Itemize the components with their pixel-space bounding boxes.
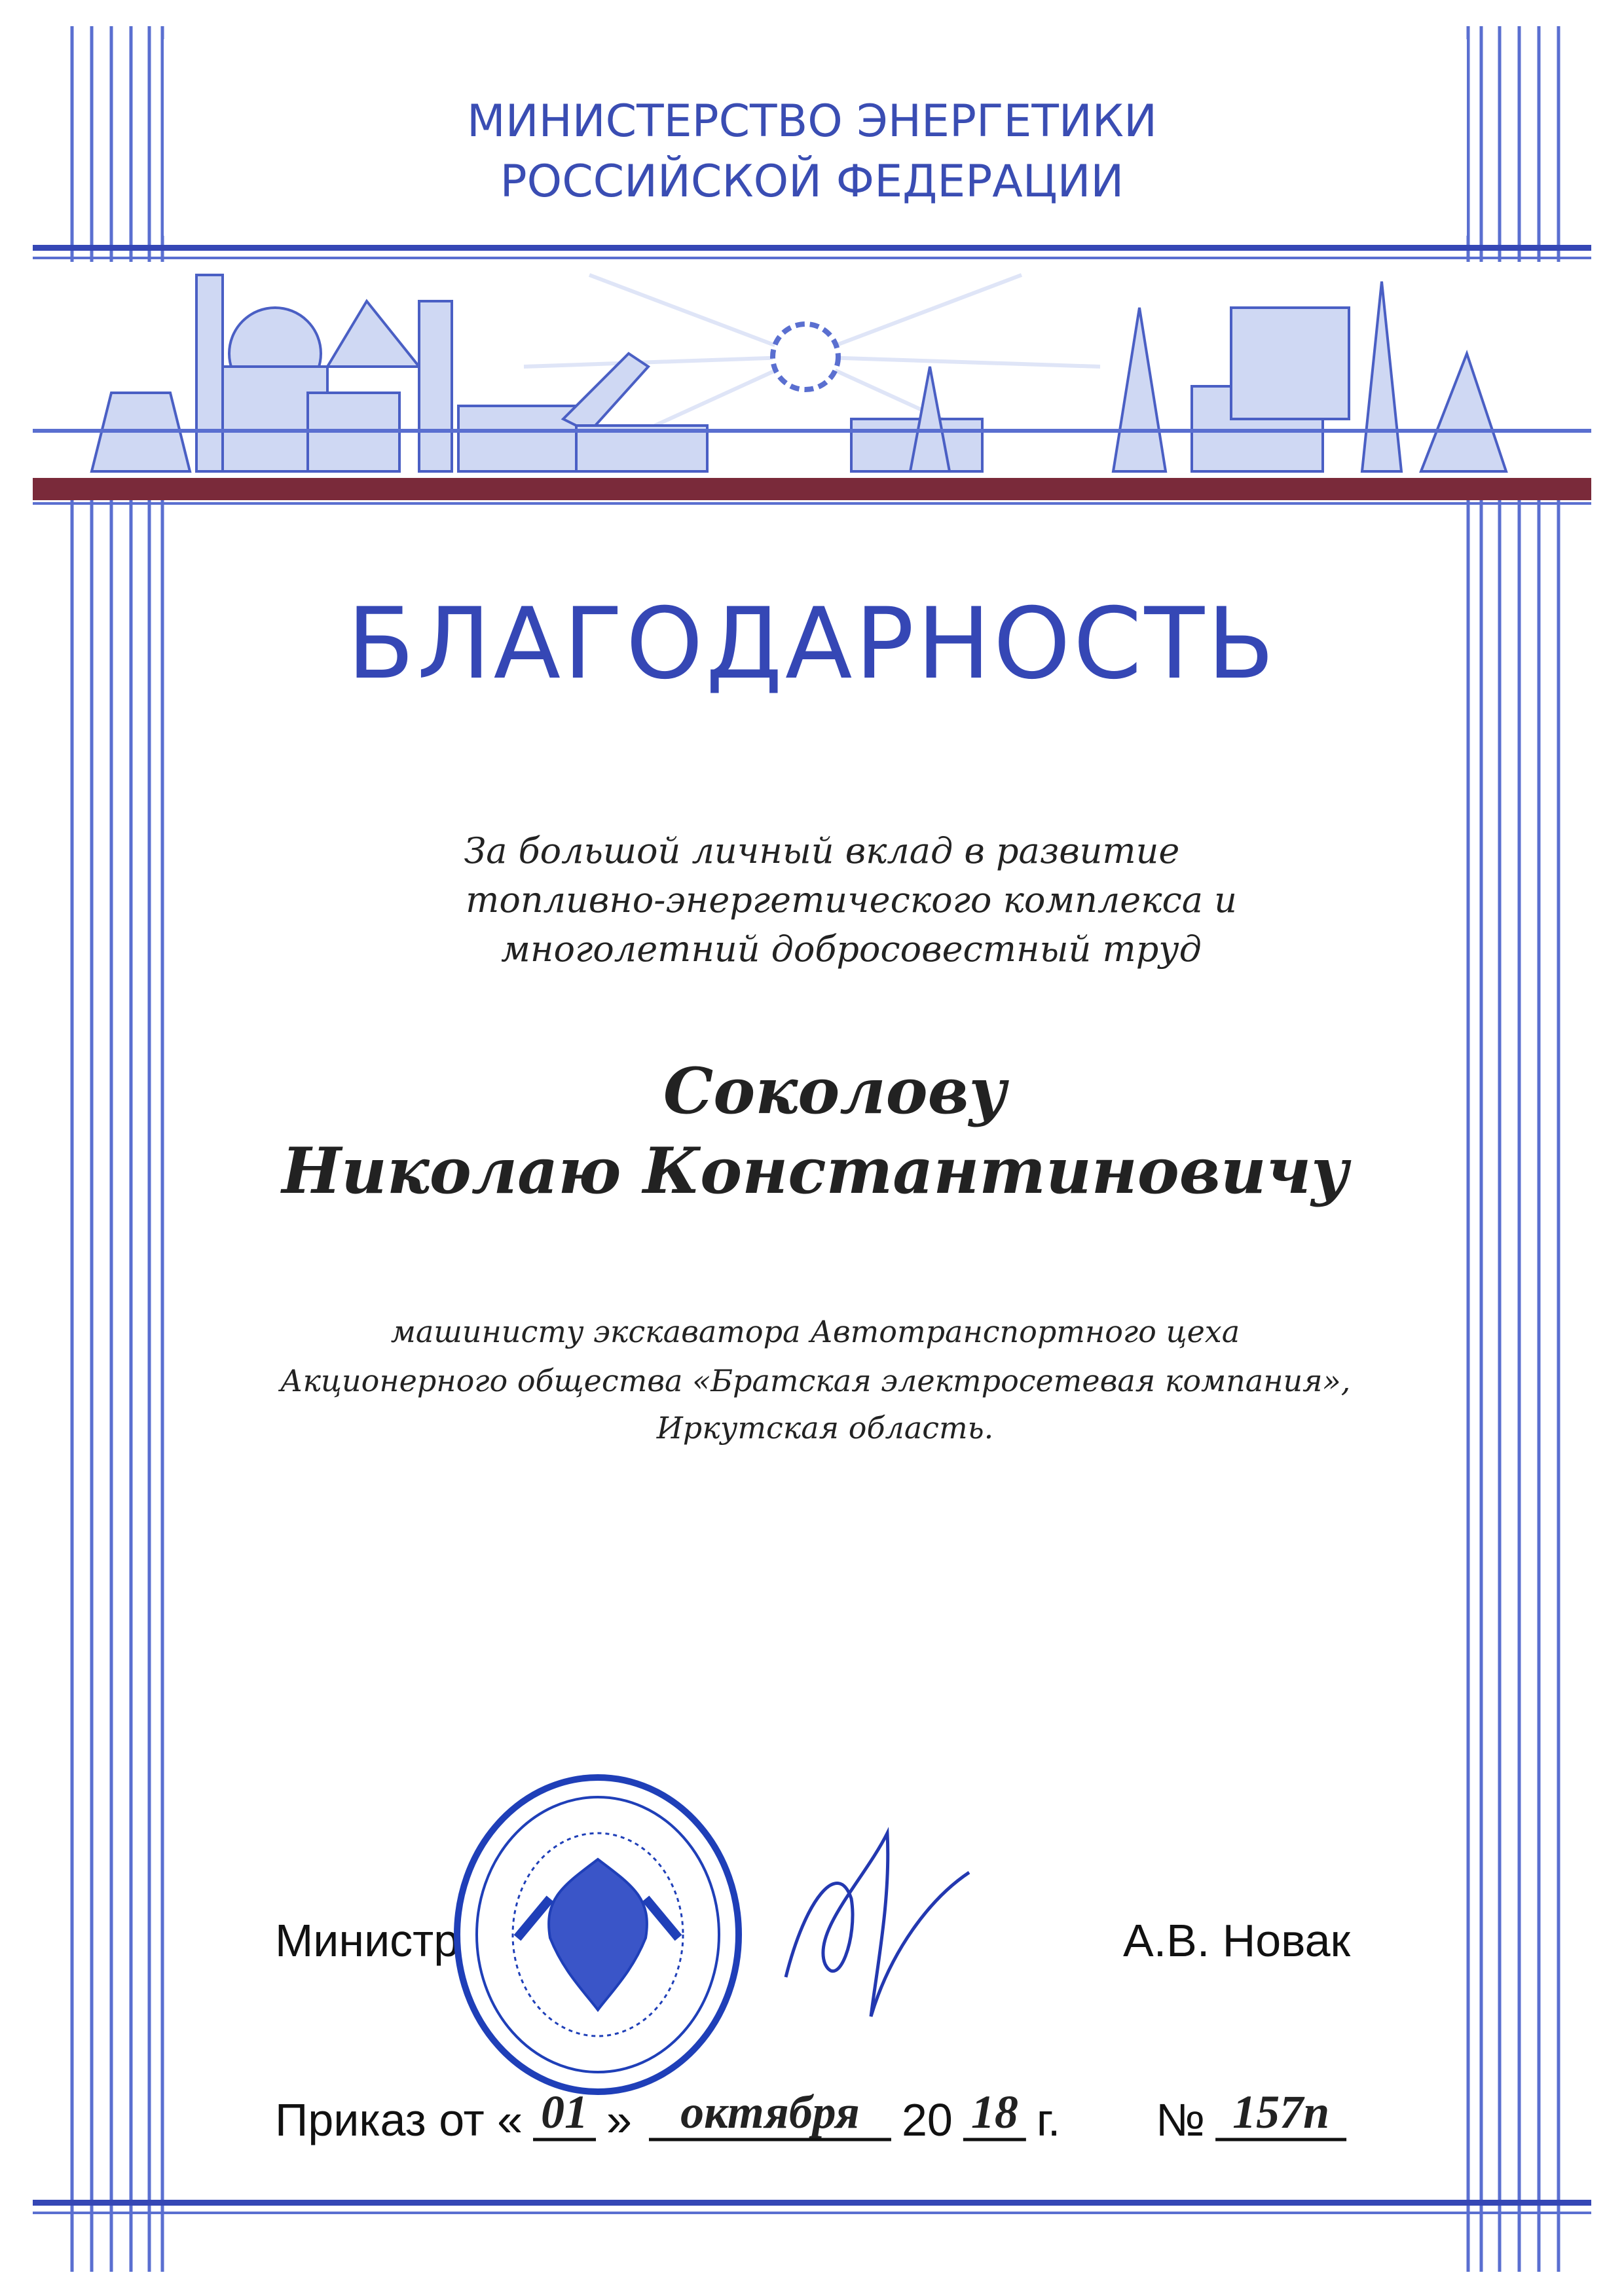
- order-number-label: №: [1156, 2094, 1206, 2145]
- order-line: [275, 2086, 1346, 2145]
- position-line: Акционерного общества «Братская электросетевая компания»,: [280, 1363, 1351, 1398]
- order-year-unit: г.: [1036, 2094, 1061, 2145]
- document-title: БЛАГОДАРНОСТЬ: [346, 587, 1278, 701]
- order-prefix: Приказ от «: [275, 2094, 523, 2145]
- reason-line: многолетний добросовестный труд: [501, 928, 1202, 970]
- ministry-name-line2: РОССИЙСКОЙ ФЕДЕРАЦИИ: [500, 156, 1124, 208]
- order-year-prefix: 20: [901, 2094, 953, 2145]
- maroon-band: [33, 478, 1591, 500]
- bottom-rule: [33, 2200, 1591, 2206]
- industrial-illustration: [33, 262, 1591, 478]
- signatory-role: Министр: [275, 1915, 460, 1966]
- order-day: 01: [541, 2086, 589, 2138]
- official-stamp: [457, 1777, 739, 2092]
- position-line: Иркутская область.: [656, 1410, 994, 1446]
- order-close-quote: »: [606, 2094, 632, 2145]
- signatory-name: А.В. Новак: [1123, 1915, 1351, 1966]
- order-month: октября: [680, 2086, 860, 2138]
- position-line: машинисту экскаватора Автотранспортного цеха: [390, 1314, 1240, 1349]
- reason-text: [464, 830, 1237, 970]
- ministry-name-line1: МИНИСТЕРСТВО ЭНЕРГЕТИКИ: [467, 96, 1157, 147]
- reason-line: За большой личный вклад в развитие: [464, 830, 1180, 871]
- top-rule: [33, 245, 1591, 251]
- reason-line: топливно-энергетического комплекса и: [466, 879, 1237, 920]
- recipient-name: [280, 1054, 1352, 1208]
- order-year-suffix: 18: [970, 2086, 1018, 2138]
- signature-scribble: [786, 1833, 969, 2016]
- recipient-position: [278, 1314, 1351, 1446]
- order-number: 157п: [1232, 2086, 1330, 2138]
- recipient-given-name: Николаю Константиновичу: [282, 1134, 1349, 1208]
- recipient-surname: Соколову: [663, 1054, 1007, 1128]
